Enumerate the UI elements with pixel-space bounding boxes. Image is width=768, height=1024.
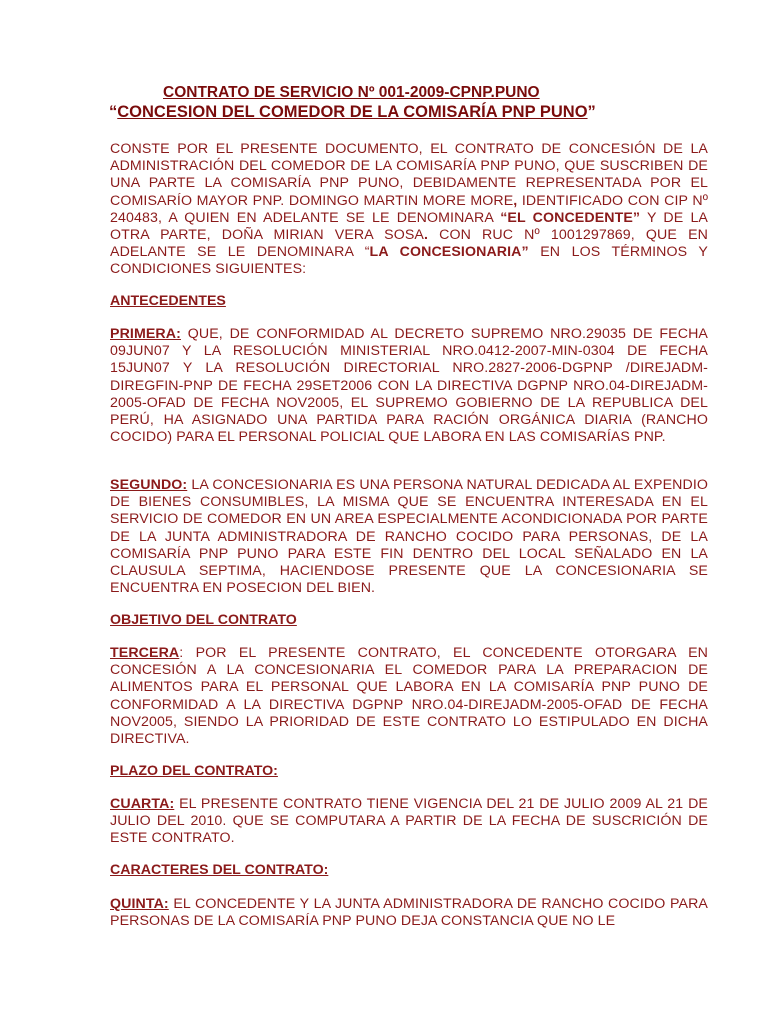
heading-objetivo: OBJETIVO DEL CONTRATO [110,612,297,628]
heading-antecedentes: ANTECEDENTES [110,293,226,309]
contract-subtitle: “CONCESION DEL COMEDOR DE LA COMISARÍA PNP PUNO” [109,103,596,121]
concesionaria-term: LA CONCESIONARIA” [369,244,529,261]
clause-cuarta: CUARTA: EL PRESENTE CONTRATO TIENE VIGENCIA DEL 21 DE JULIO 2009 AL 21 DE JULIO DEL 2010. QUE SE COMPUTARA A PARTIR DE LA FECHA DE SUSCRICIÓN DE ESTE CONTRATO. [110,796,708,847]
subtitle-text: CONCESION DEL COMEDOR DE LA COMISARÍA PNP PUNO [117,103,588,121]
contract-title: CONTRATO DE SERVICIO Nº 001-2009-CPNP.PUNO [163,84,540,101]
heading-caracteres: CARACTERES DEL CONTRATO: [110,862,329,878]
clause-label: CUARTA: [110,796,175,812]
clause-label: PRIMERA: [110,326,181,342]
clause-segundo: SEGUNDO: LA CONCESIONARIA ES UNA PERSONA NATURAL DEDICADA AL EXPENDIO DE BIENES CONSUMIBLES, LA MISMA QUE SE ENCUENTRA INTERESADA EN EL SERVICIO DE COMEDOR EN UN AREA ESPECIALMENTE ACONDICIONADA POR PARTE DE LA JUNTA ADMINISTRADORA DE RANCHO COCIDO PARA PERSONAS, DE LA COMISARÍA PNP PUNO PARA ESTE FIN DENTRO DEL LOCAL SEÑALADO EN LA CLAUSULA SEPTIMA, HACIENDOSE PRESENTE QUE LA CONCESIONARIA SE ENCUENTRA EN POSECION DEL BIEN. [110,477,708,597]
clause-quinta: QUINTA: EL CONCEDENTE Y LA JUNTA ADMINISTRADORA DE RANCHO COCIDO PARA PERSONAS DE LA COMISARÍA PNP PUNO DEJA CONSTANCIA QUE NO LE [110,896,708,930]
clause-tercera: TERCERA: POR EL PRESENTE CONTRATO, EL CONCEDENTE OTORGARA EN CONCESIÓN A LA CONCESIONARIA EL COMEDOR PARA LA PREPARACION DE ALIMENTOS PARA EL PERSONAL QUE LABORA EN LA COMISARÍA PNP PUNO DE CONFORMIDAD A LA DIRECTIVA DGPNP NRO.04-DIREJADM-2005-OFAD DE FECHA NOV2005, SIENDO LA PRIORIDAD DE ESTE CONTRATO LO ESTIPULADO EN DICHA DIRECTIVA. [110,645,708,748]
clause-label: QUINTA: [110,896,169,912]
heading-plazo: PLAZO DEL CONTRATO: [110,763,278,779]
clause-primera: PRIMERA: QUE, DE CONFORMIDAD AL DECRETO SUPREMO NRO.29035 DE FECHA 09JUN07 Y LA RESOLUCIÓN MINISTERIAL NRO.0412-2007-MIN-0304 DE FECHA 15JUN07 Y LA RESOLUCIÓN DIRECTORIAL NRO.2827-2006-DGPNP /DIREJADM-DIREGFIN-PNP DE FECHA 29SET2006 CON LA DIRECTIVA DGPNP NRO.04-DIREJADM-2005-OFAD DE FECHA NOV2005, EL SUPREMO GOBIERNO DE LA REPUBLICA DEL PERÚ, HA ASIGNADO UNA PARTIDA PARA RACIÓN ORGÁNICA DIARIA (RANCHO COCIDO) PARA EL PERSONAL POLICIAL QUE LABORA EN LAS COMISARÍAS PNP. [110,326,708,446]
concedente-term: “EL CONCEDENTE” [500,209,641,226]
intro-paragraph: CONSTE POR EL PRESENTE DOCUMENTO, EL CONTRATO DE CONCESIÓN DE LA ADMINISTRACIÓN DEL COMEDOR DE LA COMISARÍA PNP PUNO, QUE SUSCRIBEN DE UNA PARTE LA COMISARÍA PNP PUNO, DEBIDAMENTE REPRESENTADA POR EL COMISARÍO MAYOR PNP. DOMINGO MARTIN MORE MORE, IDENTIFICADO CON CIP Nº 240483, A QUIEN EN ADELANTE SE LE DENOMINARA “EL CONCEDENTE” Y DE LA OTRA PARTE, DOÑA MIRIAN VERA SOSA. CON RUC Nº 1001297869, QUE EN ADELANTE SE LE DENOMINARA “LA CONCESIONARIA” EN LOS TÉRMINOS Y CONDICIONES SIGUIENTES: [110,141,709,278]
clause-label: TERCERA [110,645,180,661]
clause-label: SEGUNDO: [110,477,188,493]
